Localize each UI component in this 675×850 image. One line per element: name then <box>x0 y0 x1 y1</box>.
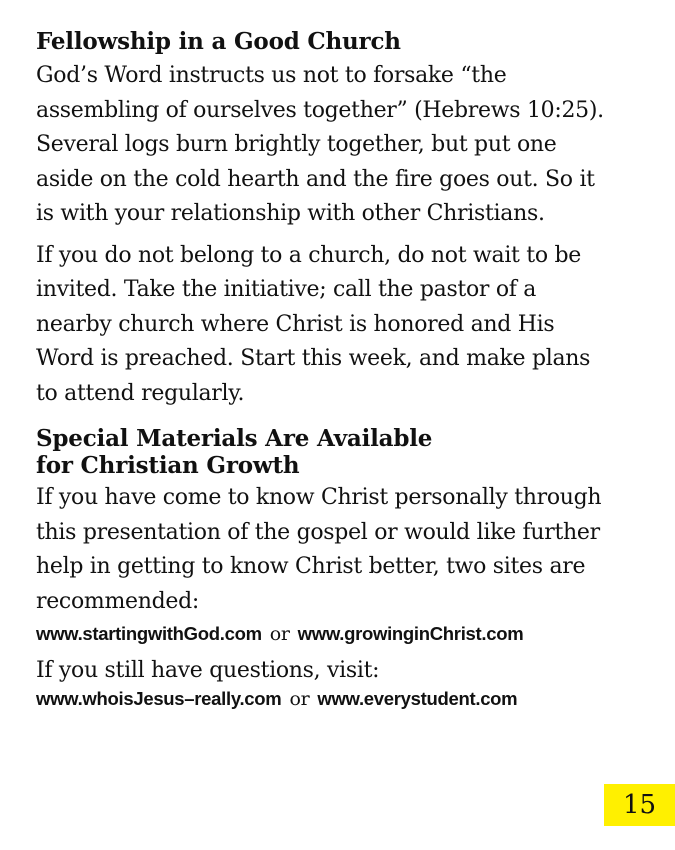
link-growing-in-christ[interactable]: www.growinginChrist.com <box>297 623 524 644</box>
fellowship-paragraph-2: If you do not belong to a church, do not wait to be invited. Take the initiative; call the pastor of a nearby church where Christ is honored and His Word is preached. Start this week, and make plans to attend regularly. <box>36 242 591 406</box>
fellowship-paragraph-1: God’s Word instructs us not to forsake “the assembling of ourselves together” (Hebrews 10:25). Several logs burn brightly together, but put one aside on the cold hearth and the fire goes out. So it is with your relationship with other Christians. <box>36 63 604 226</box>
link-who-is-jesus[interactable]: www.whoisJesus–really.com <box>36 688 282 709</box>
or-text: or <box>289 688 310 710</box>
materials-heading-line2: for Christian Growth <box>36 452 300 479</box>
fellowship-heading: Fellowship in a Good Church <box>36 28 401 55</box>
link-starting-with-god[interactable]: www.startingwithGod.com <box>36 623 262 644</box>
or-text: or <box>269 623 290 645</box>
questions-paragraph: If you still have questions, visit: <box>36 658 380 683</box>
materials-heading <box>36 425 616 479</box>
page-content <box>36 28 616 712</box>
materials-paragraph: If you have come to know Christ personally through this presentation of the gospel or would like further help in getting to know Christ better, two sites are recommended: <box>36 485 602 614</box>
recommended-links <box>36 619 616 649</box>
link-everystudent[interactable]: www.everystudent.com <box>317 688 518 709</box>
question-links <box>36 686 616 712</box>
page-number: 15 <box>604 784 675 826</box>
materials-heading-line1: Special Materials Are Available <box>36 425 433 452</box>
